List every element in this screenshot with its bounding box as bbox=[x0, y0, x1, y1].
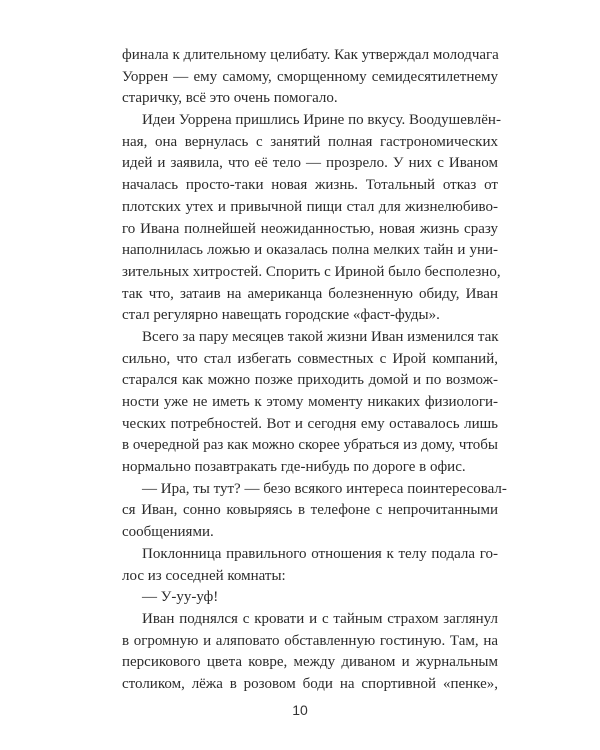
book-page-text bbox=[122, 45, 507, 696]
text-line: наполнилась ложью и оказалась полна мелких тайн и уни- bbox=[122, 242, 498, 259]
text-line: стал регулярно навещать городские «фаст-фуды». bbox=[122, 307, 440, 324]
text-line: ная, она вернулась с занятий полная гастрономических bbox=[122, 133, 498, 150]
text-line: ся Иван, сонно ковыряясь в телефоне с непрочитанными bbox=[122, 502, 498, 519]
text-line: Всего за пару месяцев такой жизни Иван изменился так bbox=[142, 328, 499, 345]
text-line: нормально позавтракать где-нибудь по дороге в офис. bbox=[122, 459, 466, 476]
text-line: идей и заявила, что её тело — прозрело. У них с Иваном bbox=[122, 155, 498, 172]
text-line: плотских утех и привычной пищи стал для жизнелюбиво- bbox=[122, 198, 498, 215]
text-line: Уоррен — ему самому, сморщенному семидесятилетнему bbox=[122, 68, 498, 85]
text-line: лос из соседней комнаты: bbox=[122, 567, 286, 584]
text-line: персикового цвета ковре, между диваном и журнальным bbox=[122, 654, 498, 671]
text-line: финала к длительному целибату. Как утверждал молодчага bbox=[122, 47, 499, 63]
text-line: в огромную и аляповато обставленную гостиную. Там, на bbox=[122, 632, 498, 649]
text-line: Иван поднялся с кровати и с тайным страхом заглянул bbox=[142, 610, 498, 627]
text-line: Идеи Уоррена пришлись Ирине по вкусу. Воодушевлён- bbox=[142, 112, 501, 129]
text-line: началась просто-таки новая жизнь. Тотальный отказ от bbox=[122, 177, 498, 194]
text-line: ческих потребностей. Вот и сегодня ему оставалось лишь bbox=[122, 415, 498, 432]
page-number: 10 bbox=[292, 702, 308, 718]
text-line: — Ира, ты тут? — безо всякого интереса поинтересовал- bbox=[142, 480, 507, 497]
text-line: Поклонница правильного отношения к телу подала го- bbox=[142, 545, 498, 562]
text-line: столиком, лёжа в розовом боди на спортивной «пенке», bbox=[122, 675, 498, 692]
text-line: — У-уу-уф! bbox=[142, 589, 219, 606]
text-line: старичку, всё это очень помогало. bbox=[122, 90, 338, 107]
text-line: го Ивана полнейшей неожиданностью, новая жизнь сразу bbox=[122, 220, 498, 237]
text-line: сообщениями. bbox=[122, 524, 214, 541]
text-line: ности уже не иметь к этому моменту никаких физиологи- bbox=[122, 394, 498, 410]
text-line: зительных хитростей. Спорить с Ириной было бесполезно, bbox=[122, 263, 501, 280]
text-line: в очередной раз как можно скорее убраться из дому, чтобы bbox=[122, 437, 498, 454]
text-line: сильно, что стал избегать совместных с Ирой компаний, bbox=[122, 350, 498, 367]
text-line: старался как можно позже приходить домой и по возмож- bbox=[122, 372, 498, 389]
text-line: так что, затаив на американца болезненную обиду, Иван bbox=[122, 285, 498, 302]
